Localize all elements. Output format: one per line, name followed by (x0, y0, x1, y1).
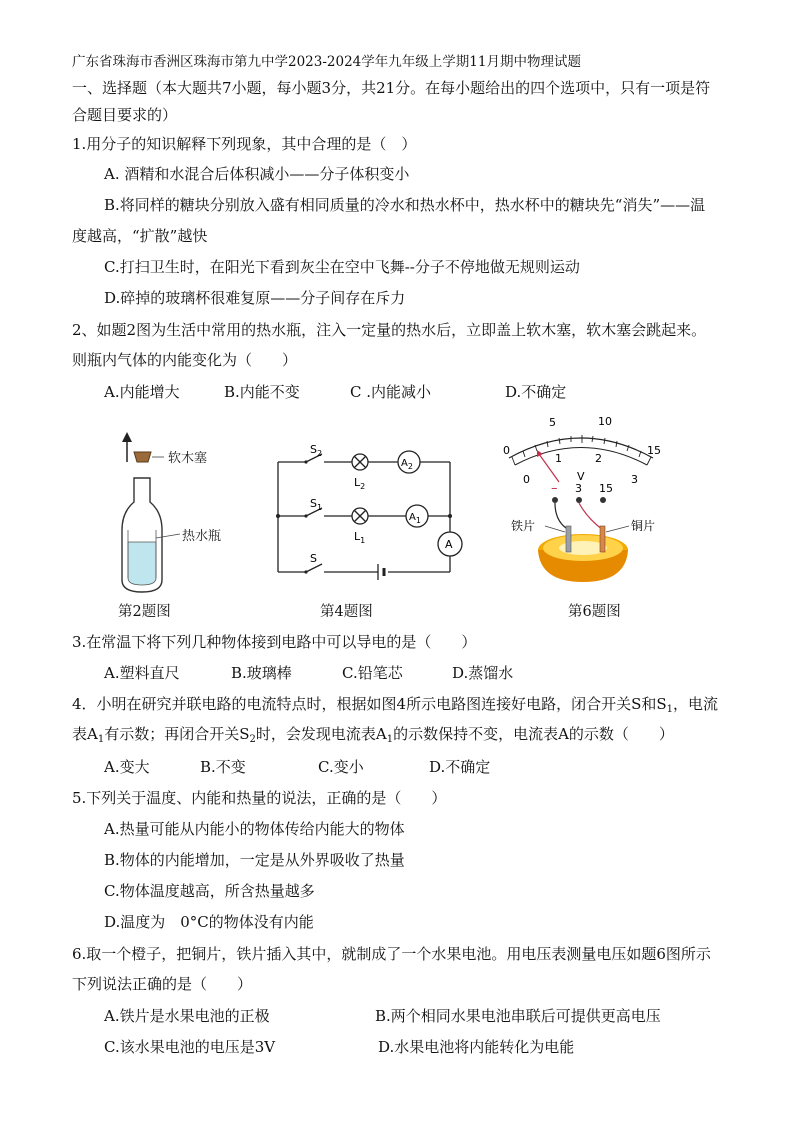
q1-option-a: A. 酒精和水混合后体积减小——分子体积变小 (104, 165, 410, 183)
q6-option-d: D.水果电池将内能转化为电能 (378, 1038, 575, 1056)
document-header: 广东省珠海市香洲区珠海市第九中学2023-2024学年九年级上学期11月期中物理试题 (72, 54, 581, 70)
lamp-l2-label: $L_2$ (354, 476, 366, 491)
q3-option-d: D.蒸馏水 (452, 664, 514, 682)
q6-option-b: B.两个相同水果电池串联后可提供更高电压 (375, 1007, 661, 1025)
figure-fruit-battery (495, 410, 675, 590)
q4-option-b: B.不变 (200, 758, 246, 776)
q2-stem-line2: 则瓶内气体的内能变化为（ ） (72, 351, 298, 369)
iron-plate-label: 铁片 (511, 519, 536, 533)
terminal-negative: – (551, 481, 558, 496)
q5-stem: 5.下列关于温度、内能和热量的说法，正确的是（ ） (72, 789, 447, 807)
q6-stem-line1: 6.取一个橙子，把铜片，铁片插入其中，就制成了一个水果电池。用电压表测量电压如题6图所示 (72, 945, 711, 963)
q5-option-b: B.物体的内能增加，一定是从外界吸收了热量 (104, 851, 405, 869)
q6-stem-line2: 下列说法正确的是（ ） (72, 975, 253, 993)
q3-stem: 3.在常温下将下列几种物体接到电路中可以导电的是（ ） (72, 633, 477, 651)
q4-option-a: A.变大 (104, 758, 150, 776)
terminal-15: 15 (599, 482, 613, 495)
ammeter-a-label: A (445, 538, 453, 551)
q5-option-d: D.温度为 0°C的物体没有内能 (104, 913, 314, 931)
scale-upper-0: 0 (503, 444, 510, 457)
scale-upper-5: 5 (549, 416, 556, 429)
scale-lower-2: 2 (595, 452, 602, 465)
copper-plate-label: 铜片 (631, 519, 656, 533)
figure4-caption: 第4题图 (320, 604, 373, 620)
switch-s-label: S (310, 552, 317, 565)
figure-thermos (100, 430, 260, 600)
q4-option-d: D.不确定 (429, 758, 491, 776)
figure2-caption: 第2题图 (118, 604, 171, 620)
switch-s2-label: $S_2$ (310, 443, 323, 458)
scale-lower-3: 3 (631, 473, 638, 486)
q4-stem-line1: 4．小明在研究并联电路的电流特点时，根据如图4所示电路图连接好电路，闭合开关S和$S_1$，电流 (72, 695, 719, 715)
lamp-l1-label: $L_1$ (354, 530, 366, 545)
switch-s1-label: $S_1$ (310, 497, 323, 512)
section-title-line1: 一、选择题（本大题共7小题，每小题3分，共21分。在每小题给出的四个选项中，只有一项是符 (72, 79, 711, 97)
figure-circuit (270, 440, 470, 580)
scale-lower-0: 0 (523, 473, 530, 486)
q1-option-c: C.打扫卫生时，在阳光下看到灰尘在空中飞舞--分子不停地做无规则运动 (104, 258, 580, 276)
q2-option-c: C .内能减小 (350, 383, 432, 401)
q2-option-a: A.内能增大 (104, 383, 180, 401)
q3-option-b: B.玻璃棒 (231, 664, 292, 682)
q2-stem-line1: 2、如题2图为生活中常用的热水瓶，注入一定量的热水后，立即盖上软木塞，软木塞会跳起来。 (72, 321, 707, 339)
figure6-caption: 第6题图 (568, 604, 621, 620)
q6-option-c: C.该水果电池的电压是3V (104, 1038, 276, 1056)
q4-stem-line2: 表$A_1$有示数；再闭合开关$S_2$时，会发现电流表$A_1$的示数保持不变，电流表A的示数（ ） (72, 725, 674, 745)
scale-upper-10: 10 (598, 415, 612, 428)
q5-option-a: A.热量可能从内能小的物体传给内能大的物体 (104, 820, 405, 838)
ammeter-a2-label: $A_2$ (401, 458, 413, 471)
q2-option-b: B.内能不变 (224, 383, 300, 401)
q1-option-b-line1: B.将同样的糖块分别放入盛有相同质量的冷水和热水杯中，热水杯中的糖块先“消失”——温 (104, 196, 706, 214)
q3-option-c: C.铅笔芯 (342, 664, 403, 682)
cork-label: 软木塞 (168, 451, 208, 466)
scale-upper-15: 15 (647, 444, 661, 457)
ammeter-a1-label: $A_1$ (409, 512, 421, 525)
q1-stem: 1.用分子的知识解释下列现象，其中合理的是（ ） (72, 135, 417, 153)
scale-lower-1: 1 (555, 452, 562, 465)
q2-option-d: D.不确定 (505, 383, 567, 401)
voltmeter-letter: V (577, 470, 585, 483)
q4-option-c: C.变小 (318, 758, 364, 776)
q1-option-d: D.碎掉的玻璃杯很难复原——分子间存在斥力 (104, 289, 406, 307)
q1-option-b-line2: 度越高，“扩散”越快 (72, 227, 208, 245)
terminal-3: 3 (575, 482, 582, 495)
bottle-label: 热水瓶 (182, 529, 222, 544)
q5-option-c: C.物体温度越高，所含热量越多 (104, 882, 315, 900)
q3-option-a: A.塑料直尺 (104, 664, 180, 682)
q6-option-a: A.铁片是水果电池的正极 (104, 1007, 270, 1025)
section-title-line2: 合题目要求的） (72, 106, 178, 124)
